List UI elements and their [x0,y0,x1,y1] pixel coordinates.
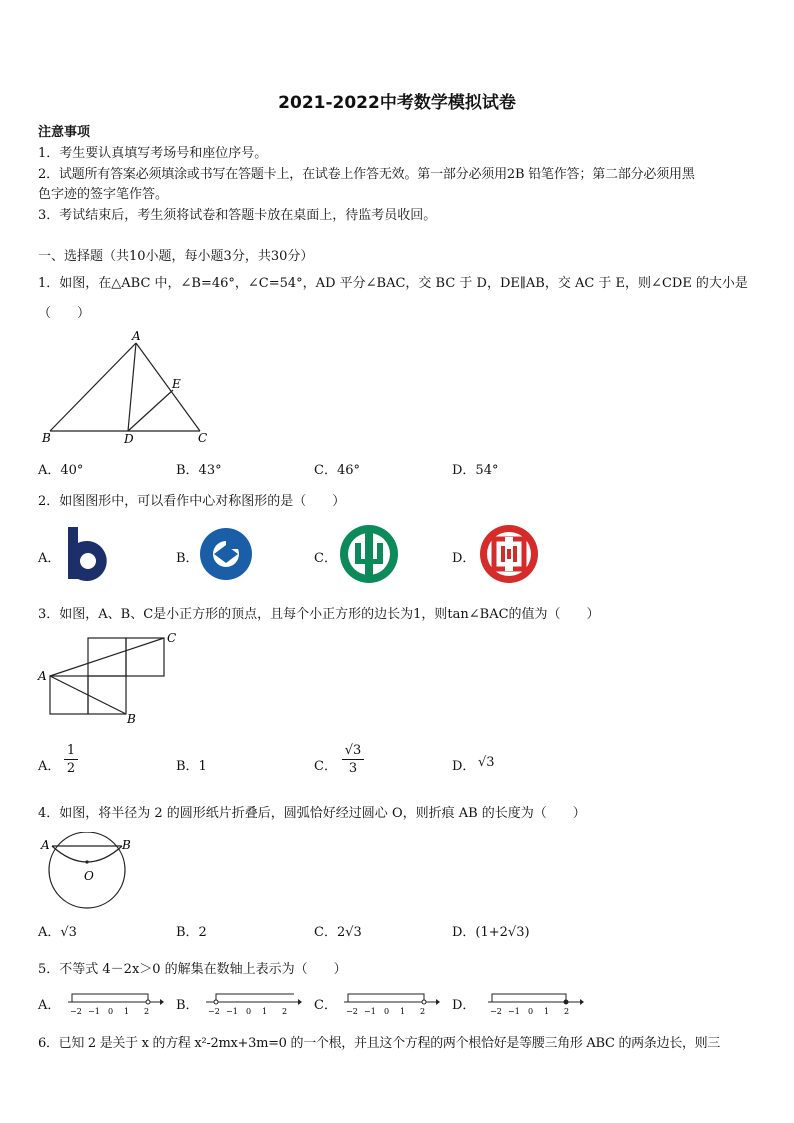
triangle-figure [38,328,218,448]
tick-label: 1 [124,1007,130,1016]
question-5-stem: 5．不等式 4－2x＞0 的解集在数轴上表示为（ ） [38,962,347,977]
number-line-c [340,988,440,1018]
option-a: A．√3 [38,925,77,940]
option-d: D．54° [452,463,499,478]
tick-label: 0 [528,1007,534,1016]
option-c: C．2√3 [314,925,362,940]
number-line-d [484,988,584,1018]
tick-label: 0 [108,1007,114,1016]
question-2-stem: 2．如图图形中，可以看作中心对称图形的是（ ） [38,494,346,509]
tick-label: 2 [420,1007,426,1016]
option-a: A． [38,551,61,566]
label-c: C [198,431,208,445]
option-a: A． [38,759,61,774]
number-line-b [202,988,302,1018]
tick-label: −2 [70,1007,82,1016]
tick-label: −1 [88,1007,100,1016]
label-a: A [41,838,50,852]
tick-label: 2 [564,1007,570,1016]
grid-figure [36,628,186,728]
label-b: B [127,712,136,726]
denominator: 2 [64,759,78,777]
label-a: A [38,669,47,683]
tick-label: 0 [384,1007,390,1016]
option-c: C． [314,759,337,774]
fraction-one-half [64,742,78,777]
tick-label: −1 [508,1007,520,1016]
notice-item: 色字迹的签字笔作答。 [38,187,169,202]
page-title: 2021-2022中考数学模拟试卷 [278,93,516,113]
tick-label: −1 [364,1007,376,1016]
option-d: D． [452,998,476,1013]
construction-bank-logo-icon [198,525,254,583]
bank-logo-icon [62,525,118,583]
label-a: A [132,329,141,343]
notice-heading: 注意事项 [38,125,91,140]
question-1-blank: （ ） [38,306,91,321]
option-b: B． [176,551,199,566]
numerator: 1 [66,743,76,758]
label-c: C [167,631,177,645]
option-b: B．1 [176,759,207,774]
option-b: B．43° [176,463,222,478]
label-b: B [42,431,51,445]
option-b: B．2 [176,925,207,940]
tick-label: −2 [346,1007,358,1016]
agricultural-bank-logo-icon [338,523,400,585]
tick-label: −2 [490,1007,502,1016]
question-4-stem: 4．如图，将半径为 2 的圆形纸片折叠后，圆弧恰好经过圆心 O，则折痕 AB 的长度为（ ） [38,806,586,821]
option-c: C． [314,998,337,1013]
option-d: D． [452,551,476,566]
tick-label: 1 [262,1007,268,1016]
option-d: D．(1+2√3) [452,925,530,940]
label-d: D [124,432,134,446]
option-a: A． [38,998,61,1013]
circle-figure [38,832,138,912]
option-d: D． [452,759,476,774]
notice-item: 1．考生要认真填写考场号和座位序号。 [38,146,268,161]
option-c: C． [314,551,337,566]
number-line-a [64,988,164,1018]
tick-label: 2 [282,1007,288,1016]
label-o: O [84,869,94,883]
question-3-stem: 3．如图，A、B、C是小正方形的顶点，且每个小正方形的边长为1，则tan∠BAC的值为（ ） [38,607,600,622]
option-c: C．46° [314,463,360,478]
notice-item: 2．试题所有答案必须填涂或书写在答题卡上，在试卷上作答无效。第一部分必须用2B 铅笔作答；第二部分必须用黑 [38,167,695,182]
notice-item: 3．考试结束后，考生须将试卷和答题卡放在桌面上，待监考员收回。 [38,208,437,223]
icbc-logo-icon [478,523,540,585]
option-b: B． [176,998,199,1013]
fraction-root3-over-3 [342,742,364,777]
option-d-value: √3 [478,755,495,770]
denominator: 3 [342,759,364,777]
section-heading: 一、选择题（共10小题，每小题3分，共30分） [38,249,314,264]
tick-label: −2 [208,1007,220,1016]
question-1-stem: 1．如图，在△ABC 中，∠B=46°，∠C=54°，AD 平分∠BAC，交 BC 于 D，DE∥AB，交 AC 于 E，则∠CDE 的大小是 [38,276,748,291]
tick-label: 2 [144,1007,150,1016]
numerator: √3 [344,743,362,758]
tick-label: 1 [544,1007,550,1016]
tick-label: 1 [400,1007,406,1016]
option-a: A．40° [38,463,84,478]
label-e: E [172,377,181,391]
tick-label: −1 [226,1007,238,1016]
question-6-stem: 6．已知 2 是关于 x 的方程 x²-2mx+3m=0 的一个根，并且这个方程的两个根恰好是等腰三角形 ABC 的两条边长，则三 [38,1036,721,1051]
tick-label: 0 [246,1007,252,1016]
label-b: B [122,838,131,852]
